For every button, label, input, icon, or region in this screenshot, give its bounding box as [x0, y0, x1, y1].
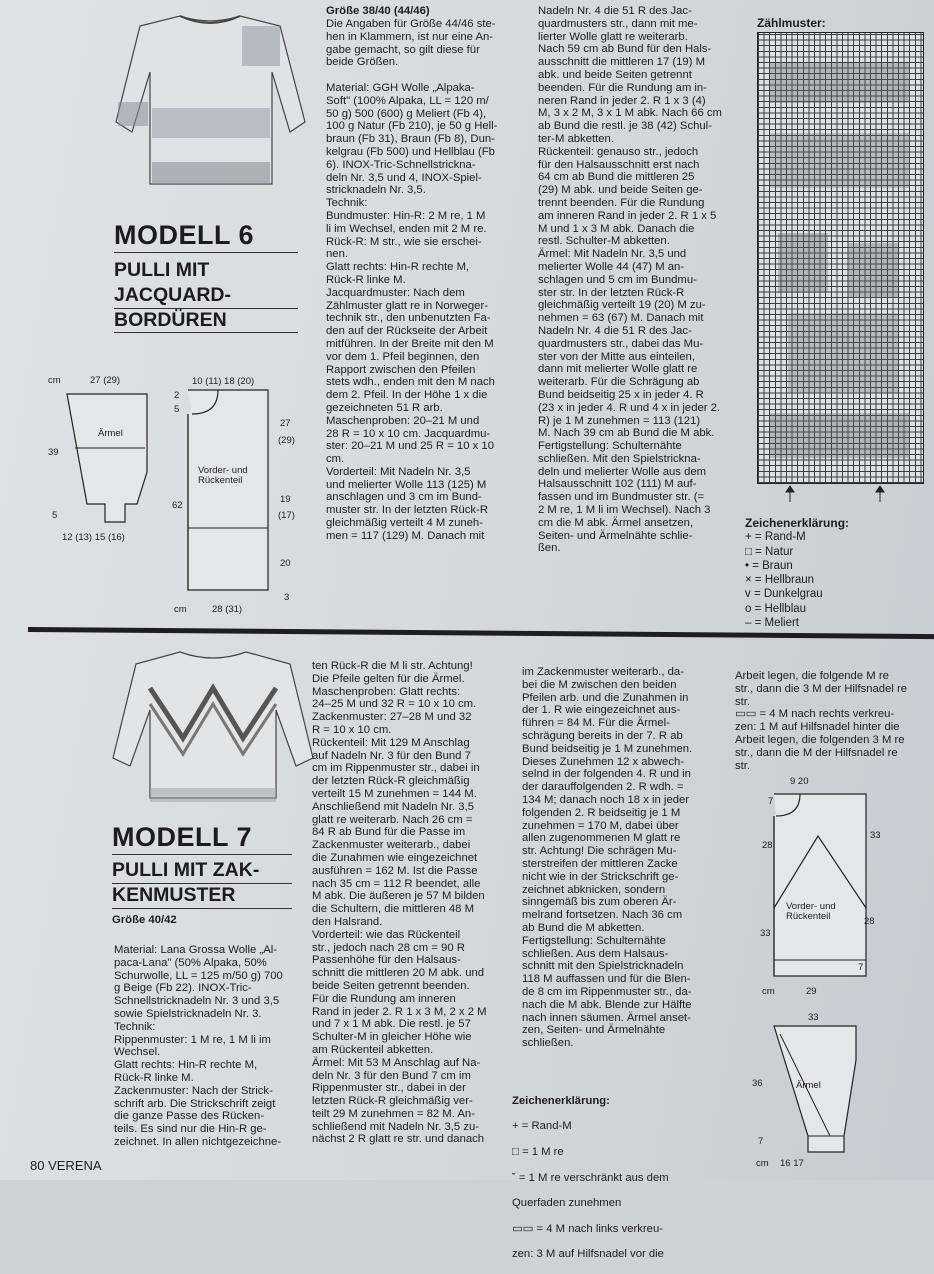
knitting-chart-grid: [757, 32, 924, 484]
model7-body-d7: 7: [768, 796, 774, 807]
model6-sleeve-cuff: 5: [52, 510, 58, 521]
model7-text-column2: ten Rück-R die M li str. Achtung! Die Pfeile gelten für die Ärmel. Maschenproben: Glatt rechts: 24–25 M und 32 R = 10 x 10 cm. Zackenmuster: 27–28 M und 32 R = 10 x 10 cm. Rückenteil: Mit 129 M Anschlag auf Nadeln Nr. 3 für den Bund 7 cm im Rippenmuster str., dabei in der letzten Rück-R gleichmäßig verteilt 15 M zunehmen = 144 M. Anschließend mit Nadeln Nr. 3,5 glatt re weiterarb. Nach 26 cm = 84 R ab Bund für die Passe im Zackenmuster weiterarb., dabei die Zunahmen wie eingezeichnet ausführen = 162 M. Ist die Passe nach 35 cm = 112 R beendet, alle M abk. Die äußeren je 57 M bilden die Schultern, die mittleren 48 M den Halsrand. Vorderteil: wie das Rückenteil str., jedoch nach 28 cm = 90 R Passenhöhe für den Halsaus- schnitt die mittleren 20 M abk. und beide Seiten getrennt beenden. Für die Rundung am inneren Rand in jeder 2. R 1 x 3 M, 2 x 2 M und 7 x 1 M abk. Die restl. je 57 Schulter-M in gleicher Höhe wie am Rückenteil abketten. Ärmel: Mit 53 M Anschlag auf Na- deln Nr. 3 für den Bund 7 cm im Rippenmuster str., dabei in der letzten Rück-R gleichmäßig ver- teilt 29 M zunehmen = 82 M. An- schließend mit Nadeln Nr. 3,5 zu- nächst 2 R glatt re str. und danach: [312, 660, 487, 1146]
chart-pattern: [758, 33, 923, 483]
legend-line: zen: 3 M auf Hilfsnadel vor die: [512, 1248, 664, 1261]
legend-item: + = Rand-M: [745, 531, 806, 544]
legend-item: □ = Natur: [745, 545, 794, 558]
model6-body-name: Vorder- und Rückenteil: [198, 465, 248, 486]
model7-sleeve-top-dim: 33: [808, 1012, 819, 1023]
model6-sleeve-height: 39: [48, 447, 59, 458]
model6-body-d27: 27: [280, 418, 291, 429]
model7-sleeve-cm: cm: [756, 1158, 769, 1169]
model6-body-d62: 62: [172, 500, 183, 511]
model6-body-neck2: 5: [174, 404, 180, 415]
legend-line: + = Rand-M: [512, 1120, 572, 1133]
sweater-illustration-model7: [108, 648, 318, 813]
model6-size-heading: Größe 38/40 (44/46): [326, 5, 430, 17]
model7-body-d33b: 33: [760, 928, 771, 939]
model6-legend-title: Zeichenerklärung:: [745, 516, 850, 530]
model6-body-d17: (17): [278, 510, 295, 521]
model6-body-d3: 3: [284, 592, 290, 603]
model6-body-cm: cm: [174, 604, 187, 615]
model7-text-column3: im Zackenmuster weiterarb., da- bei die M zwischen den beiden Pfeilen arb. und die Zunahmen in der 1. R wie eingezeichnet aus- führen = 84 M. Für die Ärmel- schrägung bereits in der 7. R ab Bund beidseitig je 1 M zunehmen. Dieses Zunehmen 12 x abwech- selnd in der folgenden 4. R und in der darauffolgenden 2. R wdh. = 134 M; danach noch 18 x in jeder folgenden 2. R beidseitig je 1 M zunehmen = 170 M, dabei über allen zugenommenen M glatt re str. Achtung! Die schrägen Mu- sterstreifen der mittleren Zacke nicht wie in der Strickschrift ge- zeichnet abknicken, sondern sinngemäß bis zum oberen Är- melrand fortsetzen. Nach 36 cm ab Bund die M abketten. Fertigstellung: Schulternähte schließen. Aus dem Halsaus- schnitt mit den Spielstricknadeln 118 M auffassen und für die Blen- de 8 cm im Rippenmuster str., da- nach die M abk. Blende zur Hälfte nach innen säumen. Ärmel anset- zen, Seiten- und Ärmelnähte schließen.: [522, 666, 693, 1050]
model6-body-d20: 20: [280, 558, 291, 569]
model6-body-bottom-dim: 28 (31): [212, 604, 243, 615]
model7-subtitle-line1: PULLI MIT ZAK-: [112, 859, 260, 881]
model7-sleeve-name: Ärmel: [796, 1080, 821, 1091]
legend-item: × = Hellbraun: [745, 574, 815, 587]
model7-body-d33: 33: [870, 830, 881, 841]
model7-body-cm: cm: [762, 986, 775, 997]
magazine-name: VERENA: [48, 1158, 102, 1173]
model7-sleeve-schematic: [768, 1010, 888, 1160]
legend-line: Querfaden zunehmen: [512, 1197, 622, 1210]
model7-text-left: Material: Lana Grossa Wolle „Al- paca-Lana" (50% Alpaka, 50% Schurwolle, LL = 125 m/50 g) 700 g Beige (Fb 22). INOX-Tric- Schnellstricknadeln Nr. 3 und 3,5 sowie Spielstricknadeln Nr. 3. Technik: Rippenmuster: 1 M re, 1 M li im Wechsel. Glatt rechts: Hin-R rechte M, Rück-R linke M. Zackenmuster: Nach der Strick- schrift arb. Die Strickschrift zeigt die ganze Passe des Rücken- teils. Es sind nur die Hin-R ge- zeichnet. In allen nichtgezeichne-: [114, 944, 283, 1148]
model7-legend: [512, 1082, 722, 1274]
model6-sleeve-name: Ärmel: [98, 428, 123, 439]
model6-body-d19: 19: [280, 494, 291, 505]
sweater-illustration-model6: [110, 12, 310, 192]
model7-body-schematic: [760, 780, 880, 990]
model7-legend-title: Zeichenerklärung:: [512, 1094, 610, 1107]
legend-item: v = Dunkelgrau: [745, 588, 823, 601]
model7-body-d28b: 28: [864, 916, 875, 927]
chart-arrows: [780, 484, 900, 504]
legend-item: • = Braun: [745, 559, 793, 572]
model7-title: MODELL 7: [112, 822, 253, 852]
legend-item: – = Meliert: [745, 617, 800, 630]
chart-title: Zählmuster:: [757, 16, 826, 30]
model7-body-d7b: 7: [858, 962, 864, 973]
model6-title: MODELL 6: [114, 220, 255, 250]
model6-body-neck: 2: [174, 390, 180, 401]
model7-size-heading: Größe 40/42: [112, 914, 177, 926]
model7-sleeve-bottom-dim: 16 17: [780, 1158, 804, 1169]
model6-body-top-dim: 10 (11) 18 (20): [192, 376, 255, 387]
model7-body-top-dim: 9 20: [790, 776, 809, 787]
model6-body-schematic: [170, 378, 300, 608]
legend-line: ▭▭ = 4 M nach links verkreu-: [512, 1222, 663, 1235]
legend-item: o = Hellblau: [745, 602, 807, 615]
model6-sleeve-top-dim: 27 (29): [90, 375, 121, 386]
page-number: 80: [30, 1158, 45, 1173]
model6-sleeve-schematic: [45, 372, 165, 532]
legend-line: □ = 1 M re: [512, 1145, 564, 1158]
model7-body-d28: 28: [762, 840, 773, 851]
model6-text-column1: Die Angaben für Größe 44/46 ste- hen in Klammern, ist nur eine An- gabe gemacht, so gilt diese für beide Größen. Material: GGH Wolle „Alpaka- Soft" (100% Alpaka, LL = 120 m/ 50 g) 500 (600) g Meliert (Fb 4), 100 g Natur (Fb 210), je 50 g Hell- braun (Fb 31), Braun (Fb 8), Dun- kelgrau (Fb 500) und Hellblau (Fb 6). INOX-Tric-Schnellstrickna- deln Nr. 3,5 und 4, INOX-Spiel- stricknadeln Nr. 3,5. Technik: Bundmuster: Hin-R: 2 M re, 1 M li im Wechsel, enden mit 2 M re. Rück-R: M str., wie sie erschei- nen. Glatt rechts: Hin-R rechte M, Rück-R linke M. Jacquardmuster: Nach dem Zählmuster glatt re in Norweger- technik str., den unbenutzten Fa- den auf der Rückseite der Arbeit mitführen. In der Breite mit den M vor dem 1. Pfeil beginnen, den Rapport zwischen den Pfeilen stets wdh., enden mit den M nach dem 2. Pfeil. In der Höhe 1 x die gezeichneten 51 R arb. Maschenproben: 20–21 M und 28 R = 10 x 10 cm. Jacquardmu- ster: 20–21 M und 25 R = 10 x 10 cm. Vorderteil: Mit Nadeln Nr. 3,5 und melierter Wolle 113 (125) M anschlagen und 3 cm im Bund- muster str. In der letzten Rück-R gleichmäßig verteilt 4 M zuneh- men = 117 (129) M. Danach mit: [326, 18, 498, 542]
model6-body-d29: (29): [278, 435, 295, 446]
page-footer: [30, 1158, 102, 1173]
model7-body-name: Vorder- und Rückenteil: [786, 901, 836, 922]
model7-subtitle-line2: KENMUSTER: [112, 884, 236, 906]
model6-subtitle-line3: BORDÜREN: [114, 309, 227, 331]
legend-line: ˘ = 1 M re verschränkt aus dem: [512, 1171, 669, 1184]
model7-sleeve-d7: 7: [758, 1136, 764, 1147]
model6-subtitle-line1: PULLI MIT: [114, 259, 210, 281]
model7-text-column4: Arbeit legen, die folgende M re str., dann die 3 M der Hilfsnadel re str. ▭▭ = 4 M nach rechts verkreu- zen: 1 M auf Hilfsnadel hinter die Arbeit legen, die folgenden 3 M re str., dann die M der Hilfsnadel re str.: [735, 670, 908, 772]
model6-subtitle-line2: JACQUARD-: [114, 284, 231, 306]
model7-sleeve-d36: 36: [752, 1078, 763, 1089]
model6-sleeve-bottom-dim: 12 (13) 15 (16): [62, 532, 125, 543]
model6-text-column2: Nadeln Nr. 4 die 51 R des Jac- quardmusters str., dann mit me- lierter Wolle glatt re weiterarb. Nach 59 cm ab Bund für den Hals- ausschnitt die mittleren 17 (19) M abk. und beide Seiten getrennt beenden. Für die Rundung am in- neren Rand in jeder 2. R 1 x 3 (4) M, 3 x 2 M, 3 x 1 M abk. Nach 66 cm ab Bund die restl. je 38 (42) Schul- ter-M abketten. Rückenteil: genauso str., jedoch für den Halsausschnitt erst nach 64 cm ab Bund die mittleren 25 (29) M abk. und beide Seiten ge- trennt beenden. Für die Rundung am inneren Rand in jeder 2. R 1 x 5 M und 1 x 3 M abk. Danach die restl. Schulter-M abketten. Ärmel: Mit Nadeln Nr. 3,5 und melierter Wolle 44 (47) M an- schlagen und 5 cm im Bundmu- ster str. In der letzten Rück-R gleichmäßig verteilt 19 (20) M zu- nehmen = 63 (67) M. Danach mit Nadeln Nr. 4 die 51 R des Jac- quardmusters str., dabei das Mu- ster von der Mitte aus einteilen, dann mit melierter Wolle glatt re weiterarb. Für die Schrägung ab Bund beidseitig 25 x in jeder 4. R (23 x in jeder 4. R und 4 x in jeder 2. R) je 1 M zunehmen = 113 (121) M. Nach 39 cm ab Bund die M abk. Fertigstellung: Schulternähte schließen. Mit den Spielstrickna- deln und melierter Wolle aus dem Halsausschnitt 102 (111) M auf- fassen und im Bundmuster str. (= 2 M re, 1 M li im Wechsel). Nach 3 cm die M abk. Ärmel ansetzen, Seiten- und Ärmelnähte schlie- ßen.: [538, 5, 722, 555]
model6-sleeve-cm: cm: [48, 375, 61, 386]
model7-body-bottom-dim: 29: [806, 986, 817, 997]
model6-legend: [745, 516, 849, 630]
